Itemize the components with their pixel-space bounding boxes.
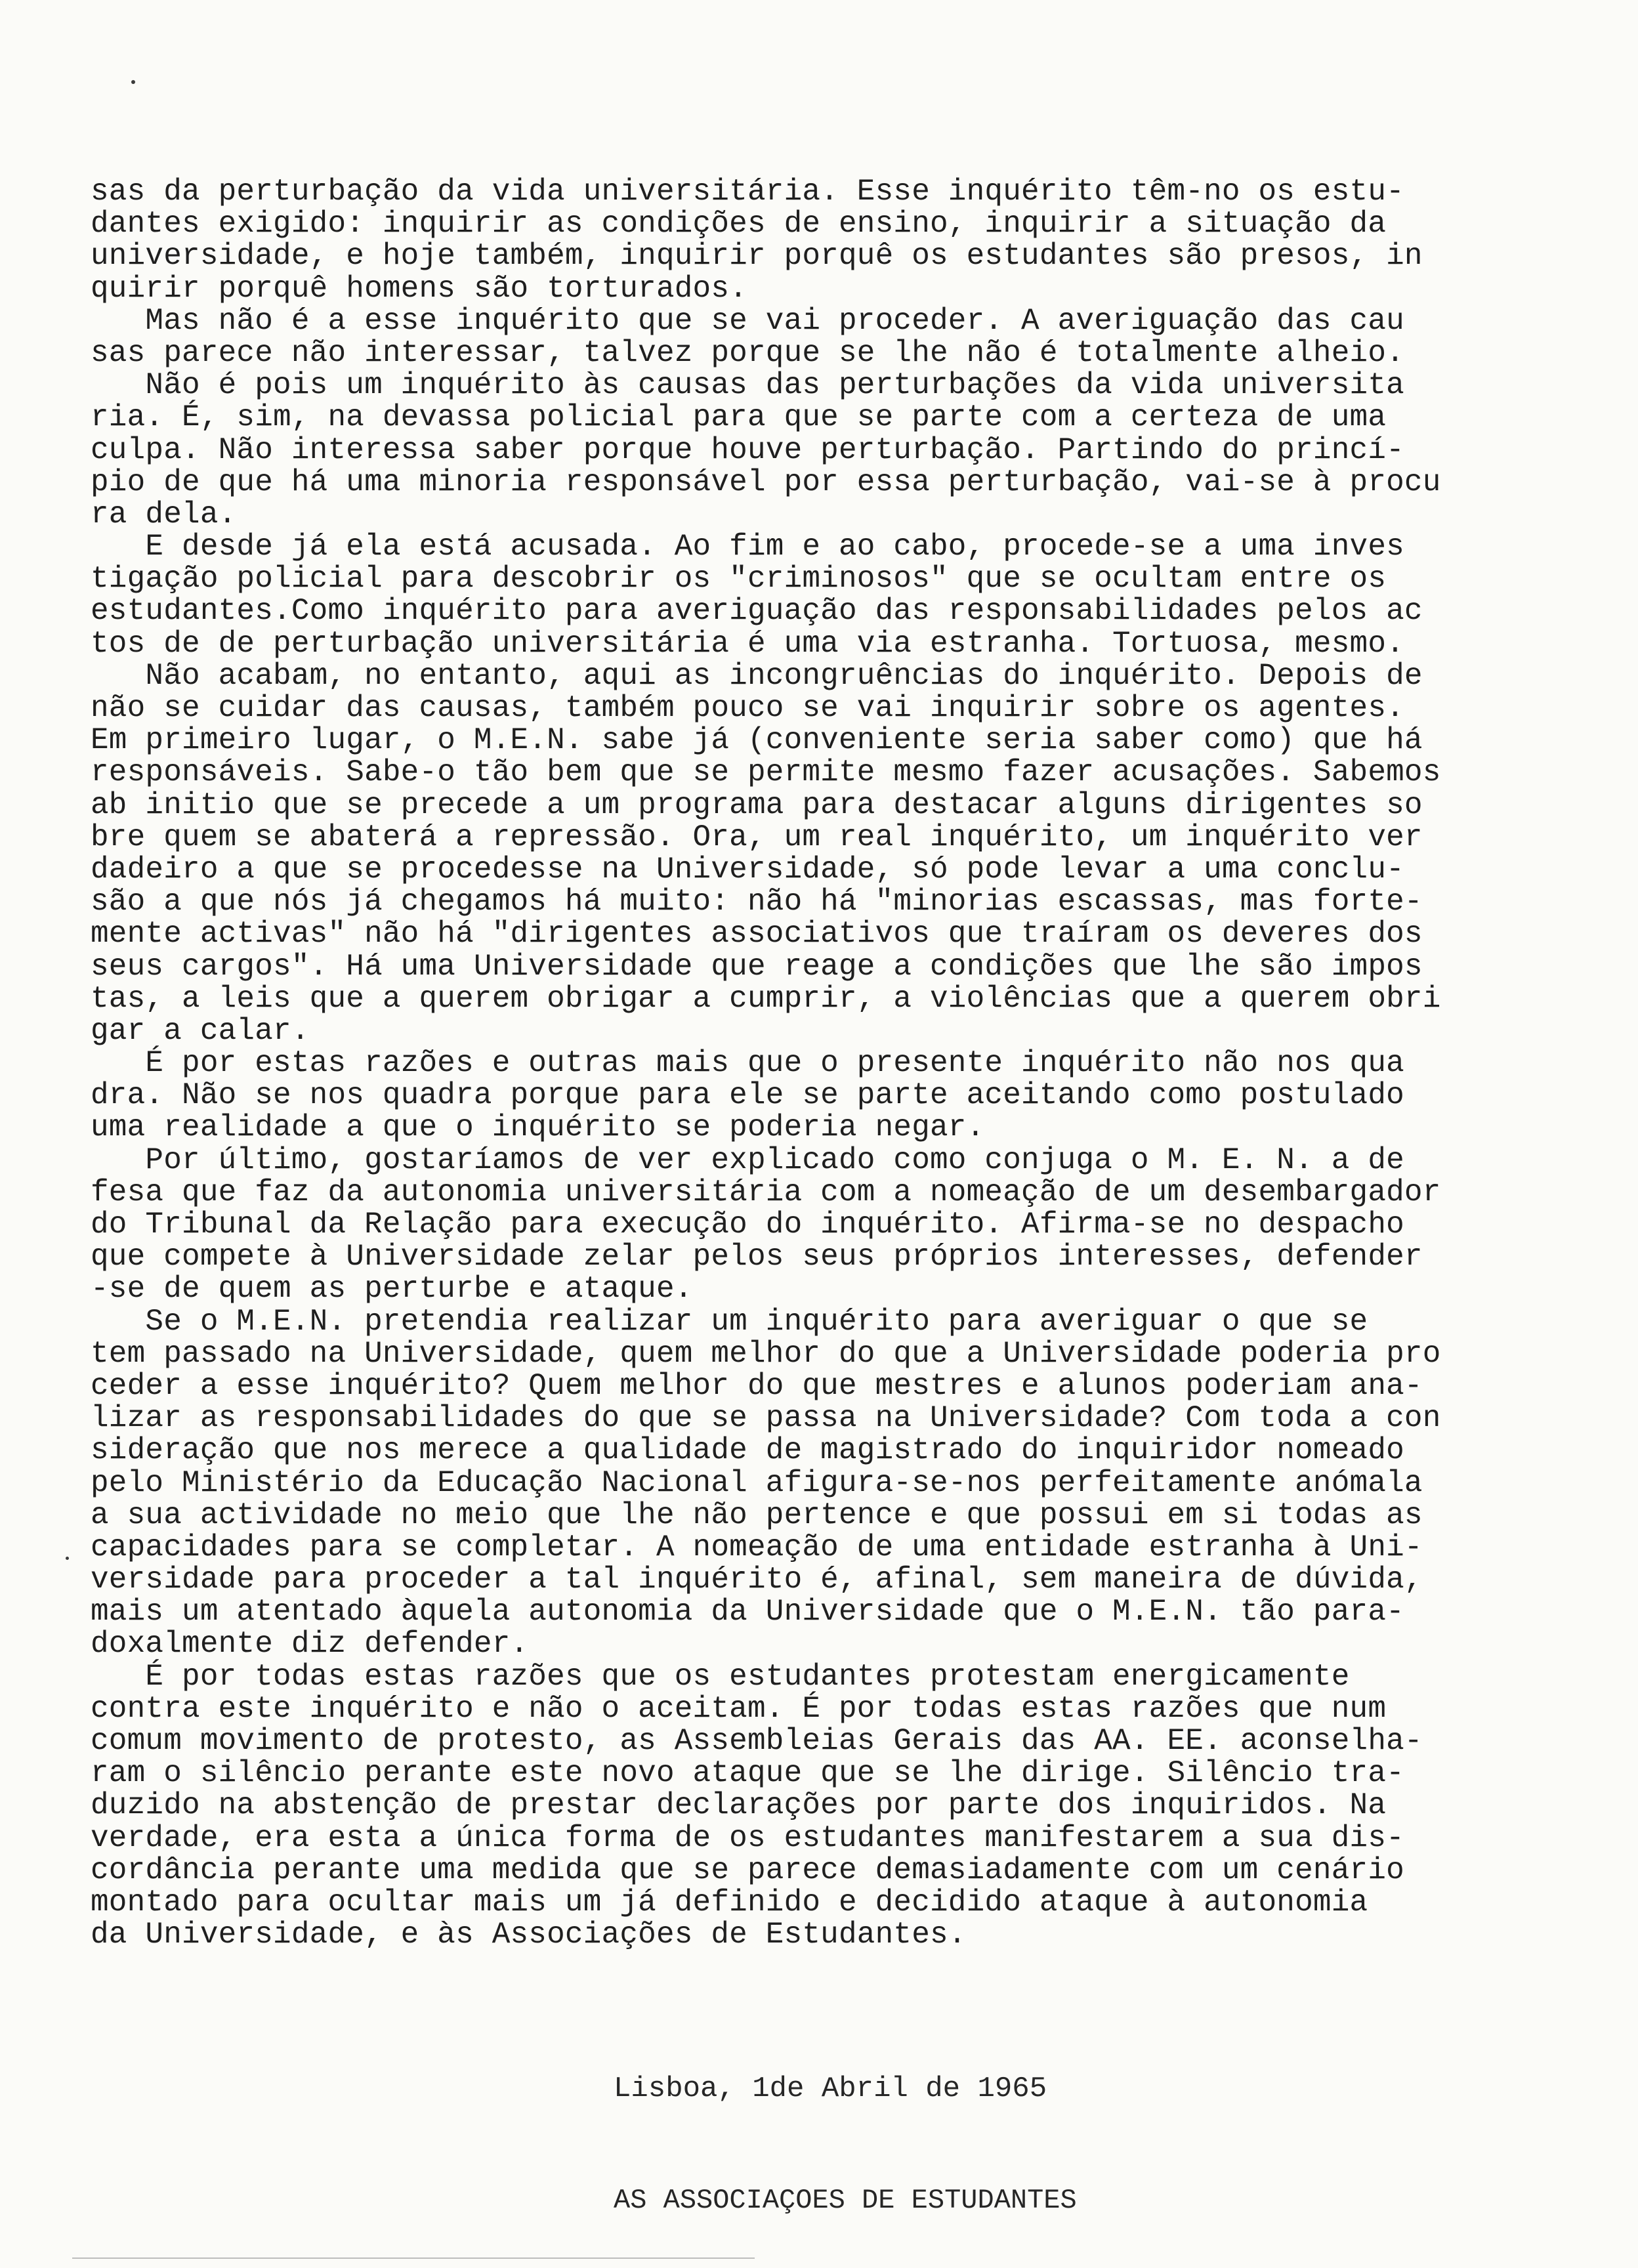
text-line: pio de que há uma minoria responsável por essa perturbação, vai-se à procu: [91, 465, 1441, 499]
text-line: sideração que nos merece a qualidade de magistrado do inquiridor nomeado: [91, 1433, 1404, 1468]
text-line: versidade para proceder a tal inquérito é, afinal, sem maneira de dúvida,: [91, 1563, 1423, 1597]
text-line: ria. É, sim, na devassa policial para que se parte com a certeza de uma: [91, 400, 1387, 435]
text-line: montado para ocultar mais um já definido e decidido ataque à autonomia: [91, 1885, 1368, 1920]
text-line: quirir porquê homens são torturados.: [91, 271, 747, 306]
text-line: seus cargos". Há uma Universidade que reage a condições que lhe são impos: [91, 949, 1423, 984]
text-line: lizar as responsabilidades do que se passa na Universidade? Com toda a con: [91, 1401, 1441, 1436]
text-line: ab initio que se precede a um programa para destacar alguns dirigentes so: [91, 788, 1423, 822]
text-line: sas parece não interessar, talvez porque se lhe não é totalmente alheio.: [91, 335, 1404, 370]
text-line: culpa. Não interessa saber porque houve perturbação. Partindo do princí-: [91, 432, 1404, 467]
text-line: que compete à Universidade zelar pelos seus próprios interesses, defender: [91, 1240, 1423, 1274]
text-line: responsáveis. Sabe-o tão bem que se permite mesmo fazer acusações. Sabemos: [91, 755, 1441, 790]
text-line: tigação policial para descobrir os "criminosos" que se ocultam entre os: [91, 562, 1387, 597]
text-line: estudantes.Como inquérito para averiguação das responsabilidades pelos ac: [91, 594, 1423, 629]
text-line: não se cuidar das causas, também pouco se vai inquirir sobre os agentes.: [91, 691, 1404, 725]
text-line: dadeiro a que se procedesse na Universidade, só pode levar a uma conclu-: [91, 852, 1404, 887]
letter-body: [91, 176, 1567, 1951]
text-line: contra este inquérito e não o aceitam. É por todas estas razões que num: [91, 1691, 1387, 1726]
text-line: sas da perturbação da vida universitária. Esse inquérito têm-no os estu-: [91, 175, 1404, 209]
text-line: Por último, gostaríamos de ver explicado como conjuga o M. E. N. a de: [91, 1143, 1404, 1177]
text-line: bre quem se abaterá a repressão. Ora, um real inquérito, um inquérito ver: [91, 820, 1423, 854]
text-line: Se o M.E.N. pretendia realizar um inquérito para averiguar o que se: [91, 1304, 1368, 1339]
ink-speck: [66, 1557, 69, 1560]
text-line: ra dela.: [91, 497, 237, 532]
text-line: fesa que faz da autonomia universitária com a nomeação de um desembargador: [91, 1175, 1441, 1209]
text-line: verdade, era esta a única forma de os estudantes manifestarem a sua dis-: [91, 1820, 1404, 1855]
text-line: É por estas razões e outras mais que o presente inquérito não nos qua: [91, 1046, 1404, 1081]
text-line: mais um atentado àquela autonomia da Universidade que o M.E.N. tão para-: [91, 1595, 1404, 1629]
text-line: doxalmente diz defender.: [91, 1627, 529, 1662]
text-line: uma realidade a que o inquérito se poderia negar.: [91, 1110, 985, 1145]
text-line: tem passado na Universidade, quem melhor do que a Universidade poderia pro: [91, 1336, 1441, 1371]
text-line: Mas não é a esse inquérito que se vai proceder. A averiguação das cau: [91, 303, 1404, 338]
text-line: ram o silêncio perante este novo ataque que se lhe dirige. Silêncio tra-: [91, 1756, 1404, 1791]
page-edge-rule: [72, 2258, 755, 2259]
text-line: tos de de perturbação universitária é uma via estranha. Tortuosa, mesmo.: [91, 626, 1404, 661]
place-and-date: Lisboa, 1de Abril de 1965: [614, 2072, 1047, 2105]
text-line: mente activas" não há "dirigentes associativos que traíram os deveres dos: [91, 917, 1423, 952]
text-line: dantes exigido: inquirir as condições de ensino, inquirir a situação da: [91, 207, 1387, 242]
ink-speck: [131, 80, 135, 84]
text-line: da Universidade, e às Associações de Estudantes.: [91, 1918, 967, 1952]
text-line: Não acabam, no entanto, aqui as incongruências do inquérito. Depois de: [91, 658, 1423, 693]
text-line: comum movimento de protesto, as Assembleias Gerais das AA. EE. aconselha-: [91, 1724, 1423, 1758]
signature-line: AS ASSOCIAÇOES DE ESTUDANTES: [614, 2185, 1077, 2216]
text-line: gar a calar.: [91, 1013, 310, 1048]
text-line: -se de quem as perturbe e ataque.: [91, 1272, 693, 1307]
text-line: universidade, e hoje também, inquirir porquê os estudantes são presos, in: [91, 239, 1423, 274]
text-line: É por todas estas razões que os estudantes protestam energicamente: [91, 1659, 1350, 1694]
text-line: são a que nós já chegamos há muito: não há "minorias escassas, mas forte-: [91, 885, 1423, 919]
text-line: a sua actividade no meio que lhe não pertence e que possui em si todas as: [91, 1498, 1423, 1532]
text-line: tas, a leis que a querem obrigar a cumprir, a violências que a querem obri: [91, 981, 1441, 1016]
text-line: duzido na abstenção de prestar declarações por parte dos inquiridos. Na: [91, 1788, 1387, 1823]
text-line: capacidades para se completar. A nomeação de uma entidade estranha à Uni-: [91, 1530, 1423, 1564]
text-line: cordância perante uma medida que se parece demasiadamente com um cenário: [91, 1853, 1404, 1887]
text-line: dra. Não se nos quadra porque para ele se parte aceitando como postulado: [91, 1078, 1404, 1113]
text-line: Em primeiro lugar, o M.E.N. sabe já (conveniente seria saber como) que há: [91, 723, 1423, 758]
text-line: do Tribunal da Relação para execução do inquérito. Afirma-se no despacho: [91, 1208, 1404, 1242]
text-line: Não é pois um inquérito às causas das perturbações da vida universita: [91, 368, 1404, 403]
text-line: pelo Ministério da Educação Nacional afigura-se-nos perfeitamente anómala: [91, 1465, 1423, 1500]
text-line: ceder a esse inquérito? Quem melhor do que mestres e alunos poderiam ana-: [91, 1368, 1423, 1403]
text-line: E desde já ela está acusada. Ao fim e ao cabo, procede-se a uma inves: [91, 530, 1404, 564]
